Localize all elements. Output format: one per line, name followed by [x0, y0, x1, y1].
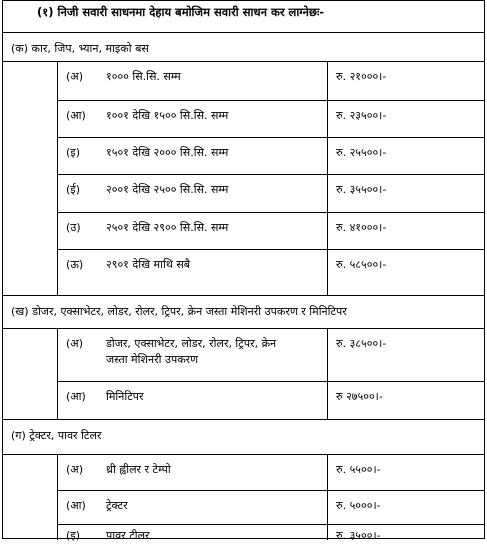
item-index: (ई) — [66, 183, 80, 196]
column-divider — [327, 329, 328, 419]
item-description: २५०१ देखि २९०० सि.सि. सम्म — [106, 221, 229, 234]
item-index: (अ) — [66, 337, 83, 350]
item-amount: रु. २१०००।- — [336, 70, 387, 83]
item-amount: रु. ५८५००।- — [336, 258, 387, 271]
item-index: (उ) — [66, 221, 81, 234]
section-heading-ka — [3, 33, 484, 62]
item-description: १००१ देखि १५०० सि.सि. सम्म — [106, 109, 229, 122]
item-index: (आ) — [66, 109, 86, 122]
item-index: (आ) — [66, 499, 86, 512]
item-description: ट्रेक्टर — [106, 499, 128, 512]
item-index: (इ) — [66, 529, 80, 542]
item-description: १५०१ देखि २००० सि.सि. सम्म — [106, 146, 229, 159]
item-description: २९०१ देखि माथि सबै — [106, 258, 191, 271]
item-amount: रु. ५५००।- — [336, 463, 381, 476]
indent-column — [3, 455, 58, 540]
column-divider — [327, 455, 328, 540]
item-amount: रु. २५५००।- — [336, 146, 387, 159]
item-amount: रु. ४१०००।- — [336, 221, 387, 234]
item-amount: रु. ३५५००।- — [336, 183, 387, 196]
item-description: थ्री ह्वीलर र टेम्पो — [106, 463, 171, 476]
item-index: (अ) — [66, 70, 83, 83]
table-row — [58, 100, 484, 137]
section-heading-kha — [3, 295, 484, 329]
table-row — [58, 381, 484, 419]
item-amount: रु. २३५००।- — [336, 109, 387, 122]
table-row — [58, 212, 484, 249]
table-row — [58, 249, 484, 295]
indent-column — [3, 329, 58, 419]
table-row — [58, 137, 484, 174]
section-label: (ग) ट्रेक्टर, पावर टिलर — [11, 429, 102, 442]
section-label: (ख) डोजर, एक्साभेटर, लोडर, रोलर, ट्रिपर, क्रेन जस्ता मेशिनरी उपकरण र मिनिटिपर — [11, 305, 347, 318]
table-row — [58, 174, 484, 212]
table-row — [58, 329, 484, 381]
item-index: (अ) — [66, 463, 83, 476]
item-index: (आ) — [66, 390, 86, 403]
tax-table — [2, 32, 485, 542]
item-amount: रु. ३५००।- — [336, 529, 381, 542]
page-title: (१) निजी सवारी साधनमा देहाय बमोजिम सवारी साधन कर लाग्नेछः- — [2, 0, 485, 33]
table-row — [58, 524, 484, 542]
item-index: (ऊ) — [66, 258, 84, 271]
item-index: (इ) — [66, 146, 80, 159]
item-amount: रु. ३८५००।- — [336, 337, 387, 350]
item-description: १००० सि.सि. सम्म — [106, 70, 181, 83]
item-amount: रु. ५०००।- — [336, 499, 381, 512]
item-description: मिनिटिपर — [106, 390, 144, 403]
item-description: डोजर, एक्साभेटर, लोडर, रोलर, ट्रिपर, क्रेन जस्ता मेशिनरी उपकरण — [106, 337, 277, 366]
item-description: २००१ देखि २५०० सि.सि. सम्म — [106, 183, 229, 196]
table-row — [58, 455, 484, 490]
table-row — [58, 62, 484, 100]
table-row — [58, 490, 484, 524]
item-amount: रु २७५००।- — [336, 390, 383, 403]
indent-column — [3, 62, 58, 295]
item-description: पावर टीलर — [106, 529, 150, 542]
section-heading-ga — [3, 419, 484, 455]
column-divider — [327, 62, 328, 295]
section-label: (क) कार, जिप, भ्यान, माइको बस — [11, 42, 149, 55]
